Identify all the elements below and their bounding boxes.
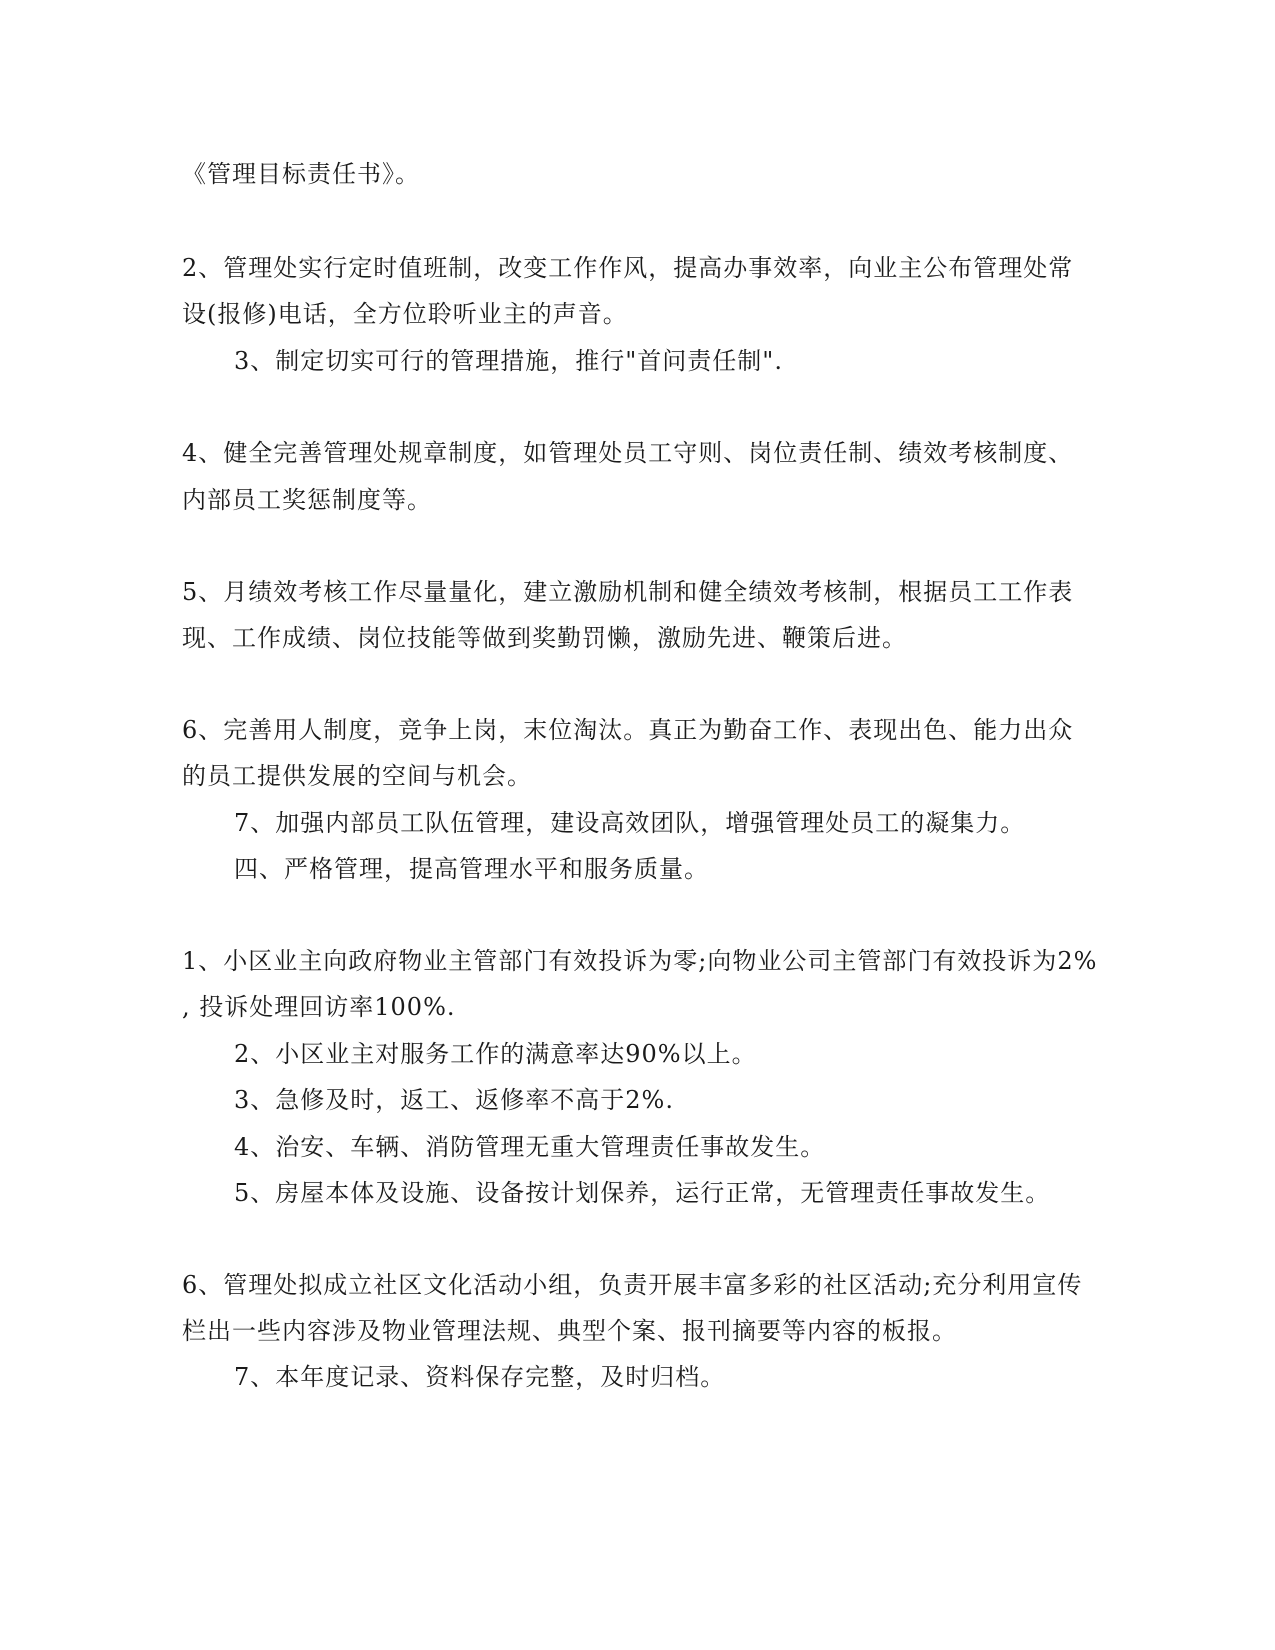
text-line-4: 3、制定切实可行的管理措施，推行"首问责任制". [234, 347, 783, 375]
text-line-21: 7、本年度记录、资料保存完整，及时归档。 [234, 1363, 726, 1391]
text-line-8: 现、工作成绩、岗位技能等做到奖勤罚懒，激励先进、鞭策后进。 [182, 624, 907, 652]
text-line-7: 5、月绩效考核工作尽量量化，建立激励机制和健全绩效考核制，根据员工工作表 [182, 578, 1074, 606]
text-line-9: 6、完善用人制度，竞争上岗，末位淘汰。真正为勤奋工作、表现出色、能力出众 [182, 716, 1074, 744]
text-line-20: 栏出一些内容涉及物业管理法规、典型个案、报刊摘要等内容的板报。 [182, 1317, 957, 1345]
text-line-2: 2、管理处实行定时值班制，改变工作作风，提高办事效率，向业主公布管理处常 [182, 254, 1074, 282]
text-line-16: 3、急修及时，返工、返修率不高于2%. [234, 1086, 674, 1114]
text-line-11: 7、加强内部员工队伍管理，建设高效团队，增强管理处员工的凝集力。 [234, 809, 1026, 837]
text-line-12: 四、严格管理，提高管理水平和服务质量。 [234, 855, 709, 883]
text-line-19: 6、管理处拟成立社区文化活动小组，负责开展丰富多彩的社区活动;充分利用宣传 [182, 1271, 1083, 1299]
text-line-1: 《管理目标责任书》。 [182, 160, 420, 188]
text-line-3: 设(报修)电话，全方位聆听业主的声音。 [182, 300, 628, 328]
text-line-6: 内部员工奖惩制度等。 [182, 486, 432, 514]
text-line-15: 2、小区业主对服务工作的满意率达90%以上。 [234, 1040, 757, 1068]
text-line-10: 的员工提供发展的空间与机会。 [182, 762, 532, 790]
text-line-18: 5、房屋本体及设施、设备按计划保养，运行正常，无管理责任事故发生。 [234, 1179, 1051, 1207]
text-line-14: , 投诉处理回访率100%. [182, 993, 456, 1021]
text-line-17: 4、治安、车辆、消防管理无重大管理责任事故发生。 [234, 1133, 826, 1161]
text-line-13: 1、小区业主向政府物业主管部门有效投诉为零;向物业公司主管部门有效投诉为2% [182, 947, 1098, 975]
text-line-5: 4、健全完善管理处规章制度，如管理处员工守则、岗位责任制、绩效考核制度、 [182, 439, 1074, 467]
